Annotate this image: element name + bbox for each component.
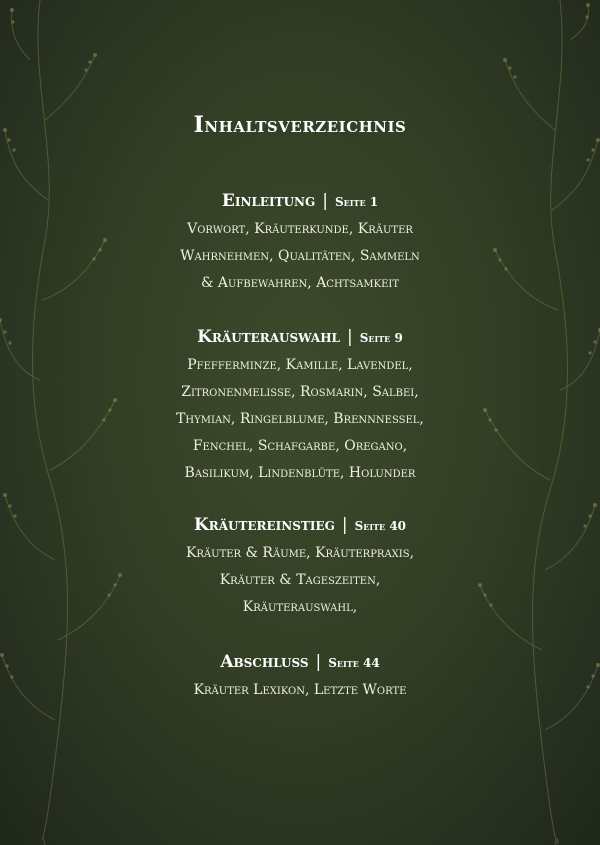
topic-line: Basilikum, Lindenblüte, Holunder <box>184 465 416 481</box>
section-heading: Kräutereinstieg <box>193 515 335 535</box>
topic-line: Zitronenmelisse, Rosmarin, Salbei, <box>181 384 419 400</box>
section-heading: Kräuterauswahl <box>197 327 340 347</box>
section-heading-row <box>0 190 600 213</box>
section-heading: Abschluss <box>220 652 309 672</box>
topic-line: Wahrnehmen, Qualitäten, Sammeln <box>180 248 420 264</box>
toc-section-kraeuterauswahl <box>0 326 600 487</box>
page-reference: Seite 1 <box>335 195 379 209</box>
toc-section-einleitung <box>0 190 600 297</box>
topic-line: Thymian, Ringelblume, Brennnessel, <box>176 411 424 427</box>
section-heading-row <box>0 651 600 674</box>
topic-line: & Aufbewahren, Achtsamkeit <box>200 275 400 291</box>
topic-line: Kräuterauswahl, <box>242 599 358 615</box>
toc-section-abschluss <box>0 651 600 704</box>
separator: | <box>322 191 328 211</box>
section-heading: Einleitung <box>221 191 316 211</box>
section-topics <box>0 216 600 297</box>
section-topics <box>0 540 600 621</box>
section-heading-row <box>0 326 600 349</box>
section-topics <box>0 352 600 487</box>
toc-title: Inhaltsverzeichnis <box>193 112 407 138</box>
topic-line: Vorwort, Kräuterkunde, Kräuter <box>187 221 413 237</box>
section-topics <box>0 677 600 704</box>
topic-line: Kräuter Lexikon, Letzte Worte <box>193 682 407 698</box>
topic-line: Kräuter & Räume, Kräuterpraxis, <box>185 545 415 561</box>
topic-line: Pfefferminze, Kamille, Lavendel, <box>187 357 413 373</box>
topic-line: Fenchel, Schafgarbe, Oregano, <box>192 438 408 454</box>
separator: | <box>346 327 353 347</box>
page-reference: Seite 40 <box>354 519 407 533</box>
separator: | <box>341 515 348 535</box>
toc-section-kraeutereinstieg <box>0 514 600 621</box>
topic-line: Kräuter & Tageszeiten, <box>219 572 381 588</box>
separator: | <box>315 652 322 672</box>
page-reference: Seite 9 <box>359 331 403 345</box>
page-reference: Seite 44 <box>328 656 380 670</box>
section-heading-row <box>0 514 600 537</box>
